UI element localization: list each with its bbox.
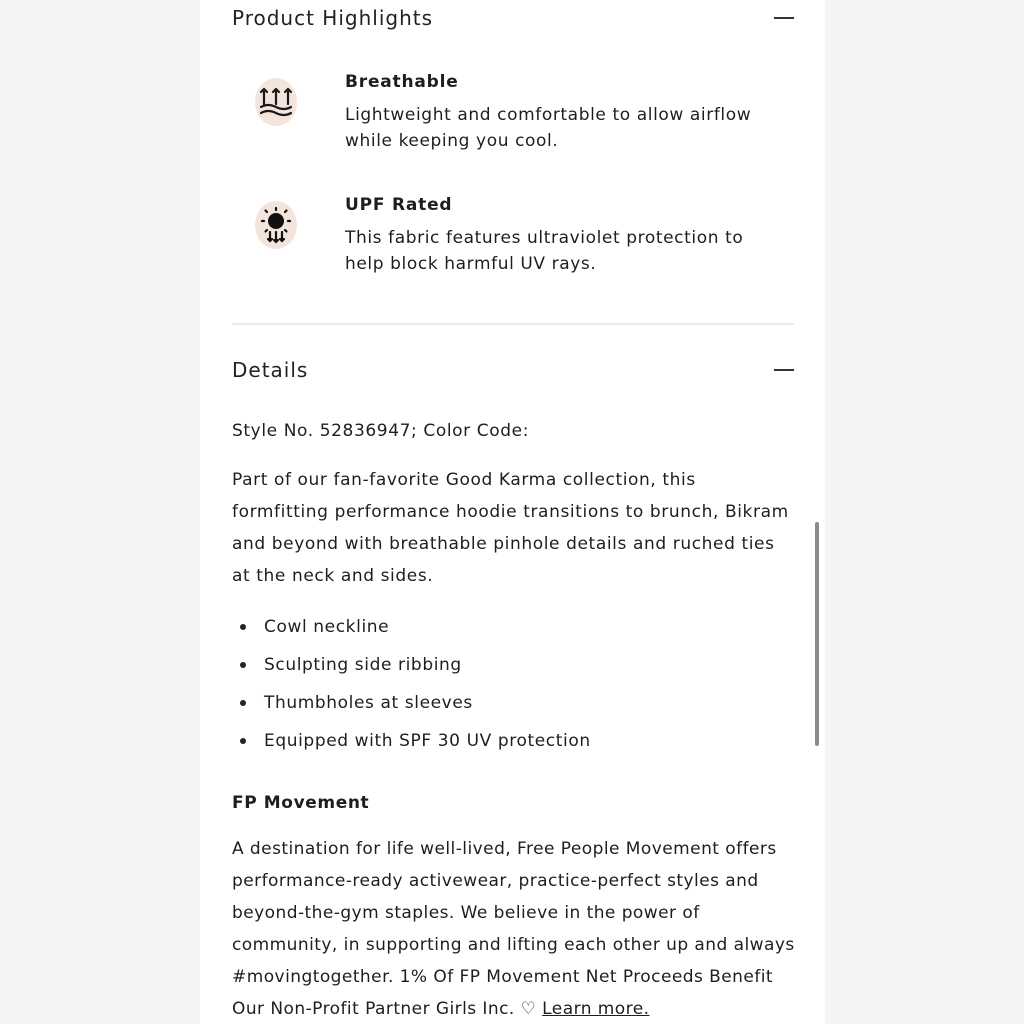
highlight-description: Lightweight and comfortable to allow airflow while keeping you cool. [345, 105, 752, 151]
brand-title: FP Movement [232, 793, 370, 813]
section-divider [232, 323, 794, 325]
style-number: Style No. 52836947; Color Code: [232, 421, 530, 441]
highlight-title: Breathable [345, 72, 459, 92]
upf-sun-icon [255, 201, 297, 249]
highlight-upf [255, 195, 785, 277]
details-header[interactable] [232, 358, 794, 382]
brand-description [232, 833, 797, 1024]
product-info-panel [200, 0, 825, 1024]
feature-item: Thumbholes at sleeves [232, 684, 591, 722]
collapse-minus-icon[interactable] [774, 17, 794, 19]
feature-item: Cowl neckline [232, 608, 591, 646]
scrollbar-thumb[interactable] [815, 522, 819, 746]
highlight-description: This fabric features ultraviolet protection to help block harmful UV rays. [345, 228, 744, 274]
learn-more-link[interactable]: Learn more. [542, 999, 650, 1019]
highlights-title: Product Highlights [232, 6, 434, 30]
brand-description-text: A destination for life well-lived, Free People Movement offers performance-ready activewear, practice-perfect styles and beyond-the-gym staples. We believe in the power of community, in supporting and lifting each other up and always #movingtogether. 1% Of FP Movement Net Proceeds Benefit Our Non-Profit Partner Girls Inc. ♡ [232, 839, 795, 1019]
feature-item: Sculpting side ribbing [232, 646, 591, 684]
highlights-header[interactable] [232, 6, 794, 30]
collapse-minus-icon[interactable] [774, 369, 794, 371]
details-title: Details [232, 358, 309, 382]
product-description: Part of our fan-favorite Good Karma collection, this formfitting performance hoodie transitions to brunch, Bikram and beyond with breathable pinhole details and ruched ties at the neck and sides. [232, 470, 789, 586]
feature-item: Equipped with SPF 30 UV protection [232, 722, 591, 760]
breathable-icon [255, 78, 297, 126]
highlight-title: UPF Rated [345, 195, 453, 215]
feature-list [232, 608, 591, 760]
highlight-breathable [255, 72, 785, 154]
